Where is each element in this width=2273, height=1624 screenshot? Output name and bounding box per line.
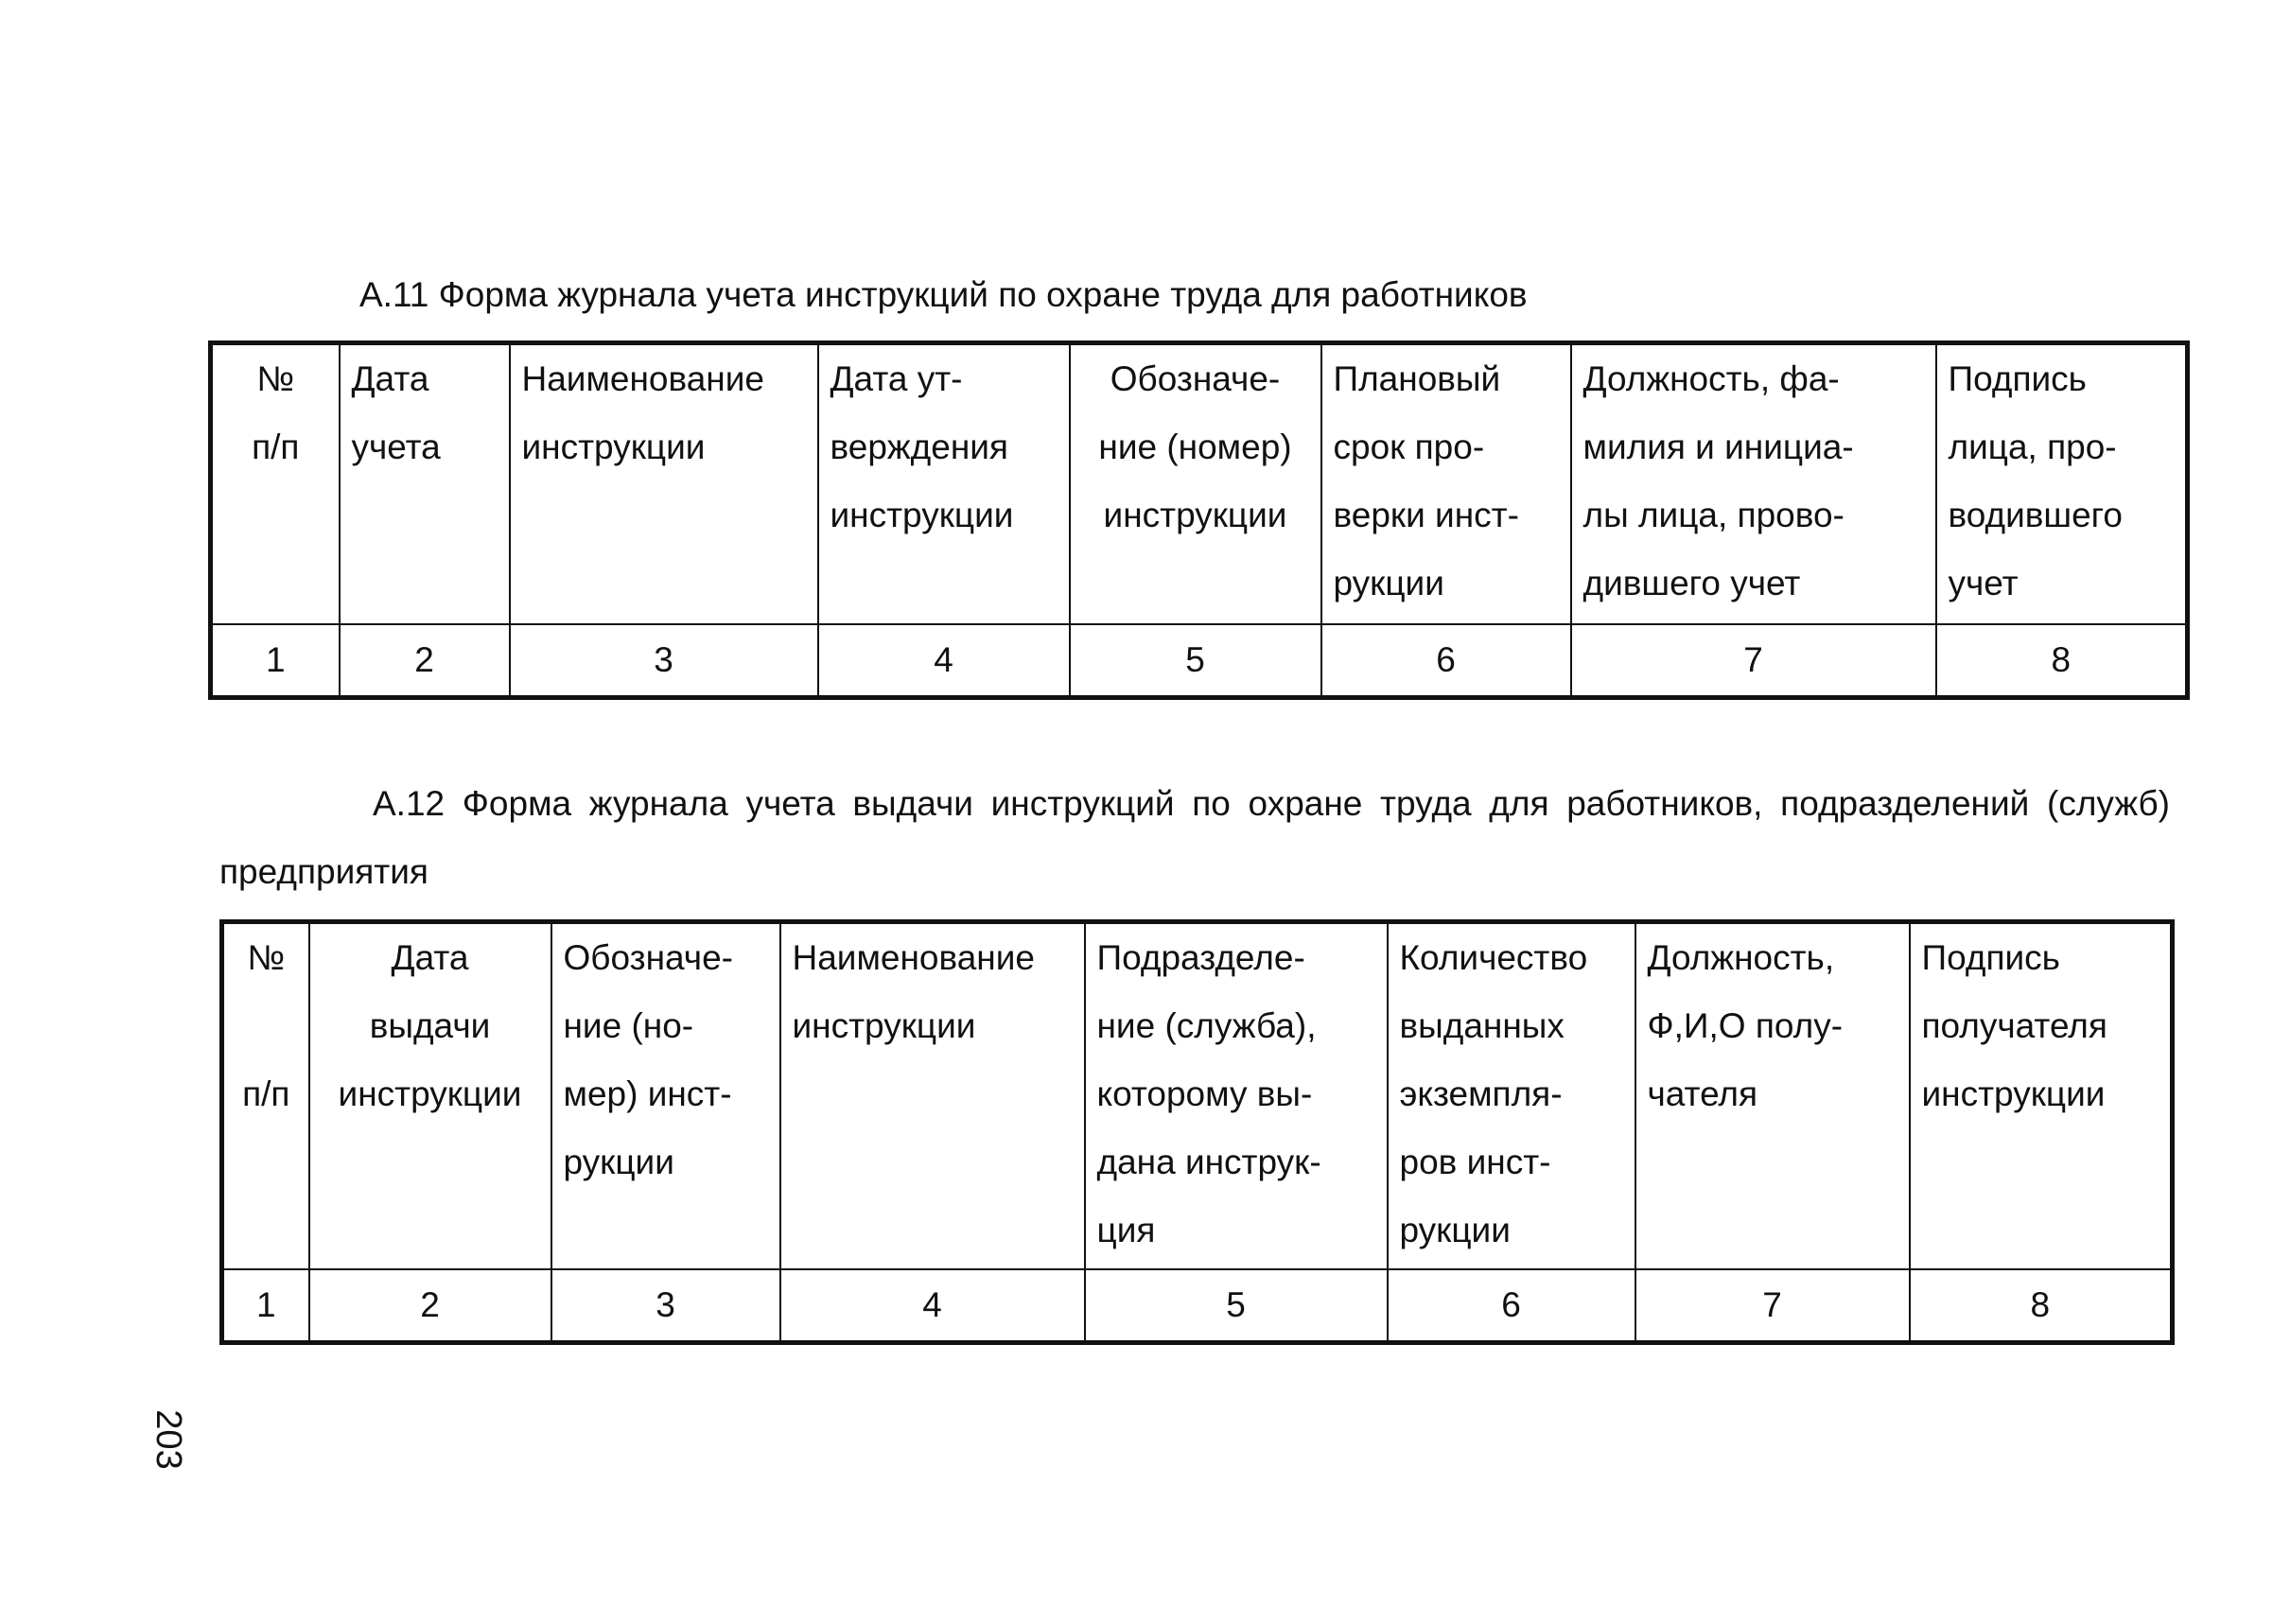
table-header-row: [222, 922, 2173, 1269]
header-cell: [309, 922, 551, 1269]
column-number: 8: [1910, 1269, 2173, 1343]
header-text: № п/п: [242, 938, 290, 1113]
header-text: Обозначе- ние (но- мер) инст- рукции: [563, 938, 733, 1181]
header-text: Плановый срок про- верки инст- рукции: [1333, 359, 1519, 602]
header-cell: [510, 343, 818, 624]
header-text: Наименование инструкции: [521, 359, 764, 466]
column-number: 6: [1388, 1269, 1635, 1343]
header-cell: [1635, 922, 1910, 1269]
header-cell: [1388, 922, 1635, 1269]
header-text: Дата учета: [351, 359, 441, 466]
header-cell: [1070, 343, 1321, 624]
column-number: 2: [309, 1269, 551, 1343]
header-cell: [1910, 922, 2173, 1269]
header-cell: [340, 343, 510, 624]
form-a12-table: [219, 919, 2175, 1345]
column-number: 4: [780, 1269, 1085, 1343]
header-text: Количество выданных экземпля- ров инст- рукции: [1399, 938, 1588, 1249]
table-header-row: [211, 343, 2188, 624]
column-number: 3: [510, 624, 818, 698]
header-text: Дата ут- верждения инструкции: [830, 359, 1014, 534]
page-number: 203: [149, 1409, 188, 1470]
form-a11-caption: А.11 Форма журнала учета инструкций по охране труда для работников: [359, 275, 1528, 314]
header-text: Должность, Ф,И,О полу- чателя: [1647, 938, 1844, 1113]
header-cell: [1085, 922, 1388, 1269]
header-cell: [551, 922, 780, 1269]
header-cell: [1936, 343, 2188, 624]
header-text: Обозначе- ние (номер) инструкции: [1098, 359, 1292, 534]
header-cell: [222, 922, 309, 1269]
column-number: 7: [1571, 624, 1936, 698]
column-number-row: [222, 1269, 2173, 1343]
form-a11-table: [208, 341, 2190, 700]
header-text: Дата выдачи инструкции: [338, 938, 522, 1113]
header-text: Подпись лица, про- водившего учет: [1948, 359, 2123, 602]
column-number: 8: [1936, 624, 2188, 698]
header-cell: [1321, 343, 1571, 624]
header-cell: [780, 922, 1085, 1269]
column-number: 4: [818, 624, 1070, 698]
column-number: 2: [340, 624, 510, 698]
column-number: 1: [222, 1269, 309, 1343]
column-number: 1: [211, 624, 340, 698]
header-text: Наименование инструкции: [792, 938, 1035, 1045]
column-number: 3: [551, 1269, 780, 1343]
column-number-row: [211, 624, 2188, 698]
header-text: Подразделе- ние (служба), которому вы- дана инструк- ция: [1096, 938, 1321, 1249]
header-cell: [1571, 343, 1936, 624]
header-cell: [211, 343, 340, 624]
form-a12-caption: А.12 Форма журнала учета выдачи инструкций по охране труда для работников, подразделений (служб) предприятия: [219, 784, 2170, 891]
column-number: 5: [1085, 1269, 1388, 1343]
header-text: Должность, фа- милия и инициа- лы лица, прово- дившего учет: [1582, 359, 1854, 602]
header-text: № п/п: [252, 359, 300, 466]
column-number: 7: [1635, 1269, 1910, 1343]
column-number: 5: [1070, 624, 1321, 698]
header-text: Подпись получателя инструкции: [1921, 938, 2107, 1113]
column-number: 6: [1321, 624, 1571, 698]
header-cell: [818, 343, 1070, 624]
